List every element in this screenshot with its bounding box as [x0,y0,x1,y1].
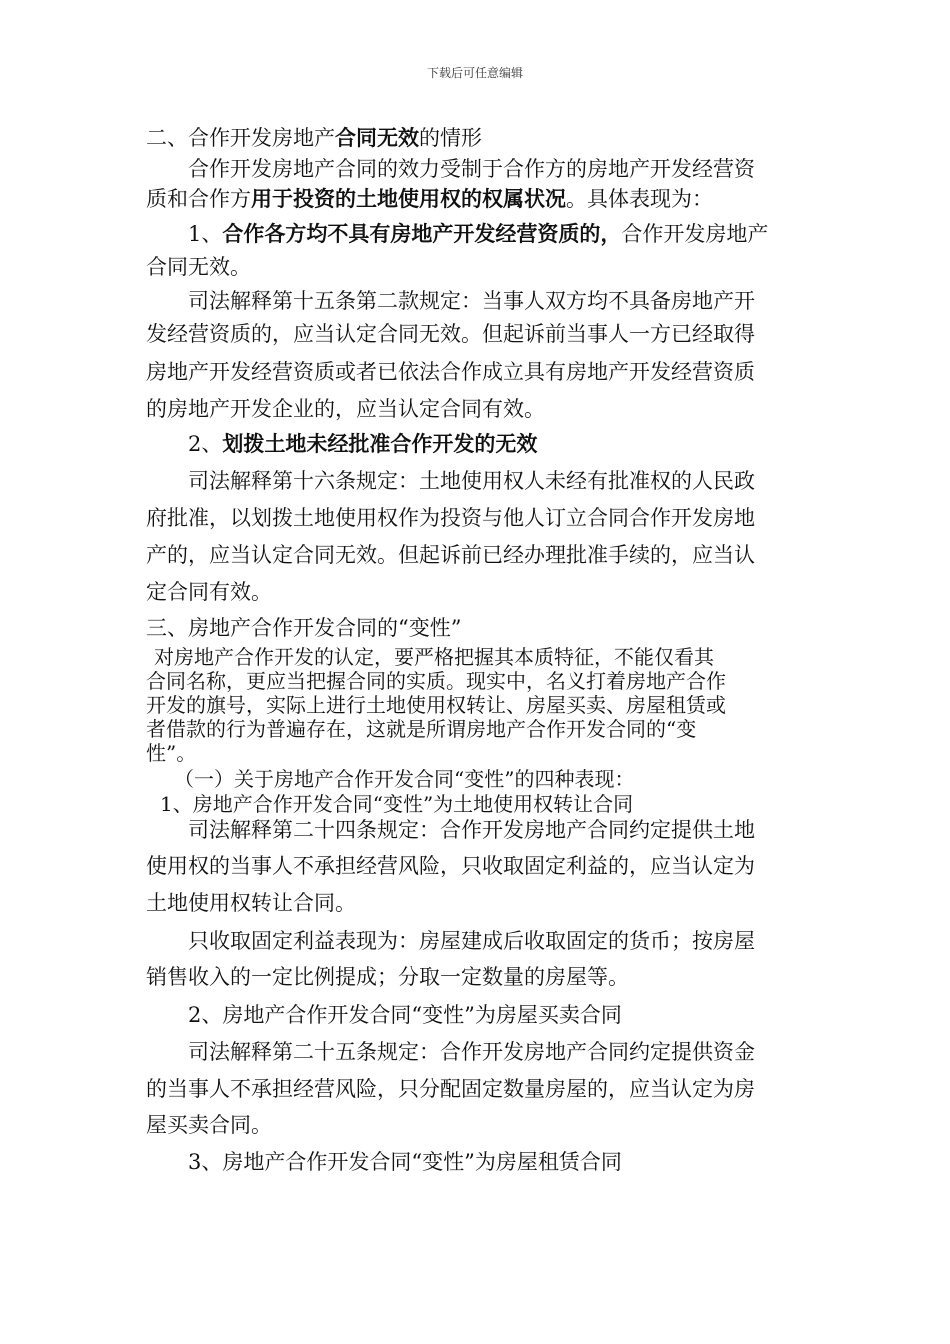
s3-subheading: （一）关于房地产合作开发合同“变性”的四种表现： [174,767,635,791]
s3-para-line-4: 者借款的行为普遍存在，这就是所谓房地产合作开发合同的“变 [146,717,697,741]
item-number: 1、 [188,222,223,246]
item2-line [188,431,537,457]
item-number: 2、 [188,432,223,456]
item2-emphasis: 划拨土地未经批准合作开发的无效 [222,432,538,456]
s3-item2: 2、房地产合作开发合同“变性”为房屋买卖合同 [188,1003,622,1027]
p15-line-1: 司法解释第十五条第二款规定：当事人双方均不具备房地产开 [188,289,755,313]
p24-line-3: 土地使用权转让合同。 [146,891,356,915]
s3-item3: 3、房地产合作开发合同“变性”为房屋租赁合同 [188,1150,622,1174]
fixed-line-2: 销售收入的一定比例提成；分取一定数量的房屋等。 [146,965,629,989]
section3-heading: 三、房地产合作开发合同的“变性” [146,616,462,640]
intro-text: 质和合作方 [146,187,251,211]
item1-line-1 [188,221,768,247]
p24-line-1: 司法解释第二十四条规定：合作开发房地产合同约定提供土地 [188,818,755,842]
s3-para-line-2: 合同名称，更应当把握合同的实质。现实中，名义打着房地产合作 [146,669,726,693]
p25-line-1: 司法解释第二十五条规定：合作开发房地产合同约定提供资金 [188,1040,755,1064]
p16-line-3: 产的，应当认定合同无效。但起诉前已经办理批准手续的，应当认 [146,543,755,567]
heading-text-end: 的情形 [419,126,482,150]
p16-line-1: 司法解释第十六条规定：土地使用权人未经有批准权的人民政 [188,469,755,493]
fixed-line-1: 只收取固定利益表现为：房屋建成后收取固定的货币；按房屋 [188,929,755,953]
heading-emphasis: 合同无效 [335,126,419,150]
s3-para-line-1: 对房地产合作开发的认定，要严格把握其本质特征，不能仅看其 [154,645,714,669]
p15-line-2: 发经营资质的，应当认定合同无效。但起诉前当事人一方已经取得 [146,322,755,346]
s3-item1: 1、房地产合作开发合同“变性”为土地使用权转让合同 [160,792,634,816]
item1-line-2: 合同无效。 [146,255,251,279]
intro-line-1: 合作开发房地产合同的效力受制于合作方的房地产开发经营资 [188,157,755,181]
item1-emphasis: 合作各方均不具有房地产开发经营资质的， [222,222,622,246]
p15-line-3: 房地产开发经营资质或者已依法合作成立具有房地产开发经营资质 [146,360,755,384]
p16-line-4: 定合同有效。 [146,580,272,604]
item1-text: 合作开发房地产 [621,222,769,246]
page-header: 下载后可任意编辑 [426,66,523,80]
p25-line-3: 屋买卖合同。 [146,1113,272,1137]
section2-heading [146,125,482,151]
p15-line-4: 的房地产开发企业的，应当认定合同有效。 [146,397,545,421]
intro-emphasis: 用于投资的土地使用权的权属状况 [251,187,566,211]
intro-text-end: 。具体表现为： [566,187,713,211]
s3-para-line-5: 性”。 [146,741,197,765]
heading-text: 二、合作开发房地产 [146,126,335,150]
p24-line-2: 使用权的当事人不承担经营风险，只收取固定利益的，应当认定为 [146,854,755,878]
intro-line-2 [146,186,713,212]
p16-line-2: 府批准，以划拨土地使用权作为投资与他人订立合同合作开发房地 [146,506,755,530]
p25-line-2: 的当事人不承担经营风险，只分配固定数量房屋的，应当认定为房 [146,1077,755,1101]
s3-para-line-3: 开发的旗号，实际上进行土地使用权转让、房屋买卖、房屋租赁或 [146,693,726,717]
